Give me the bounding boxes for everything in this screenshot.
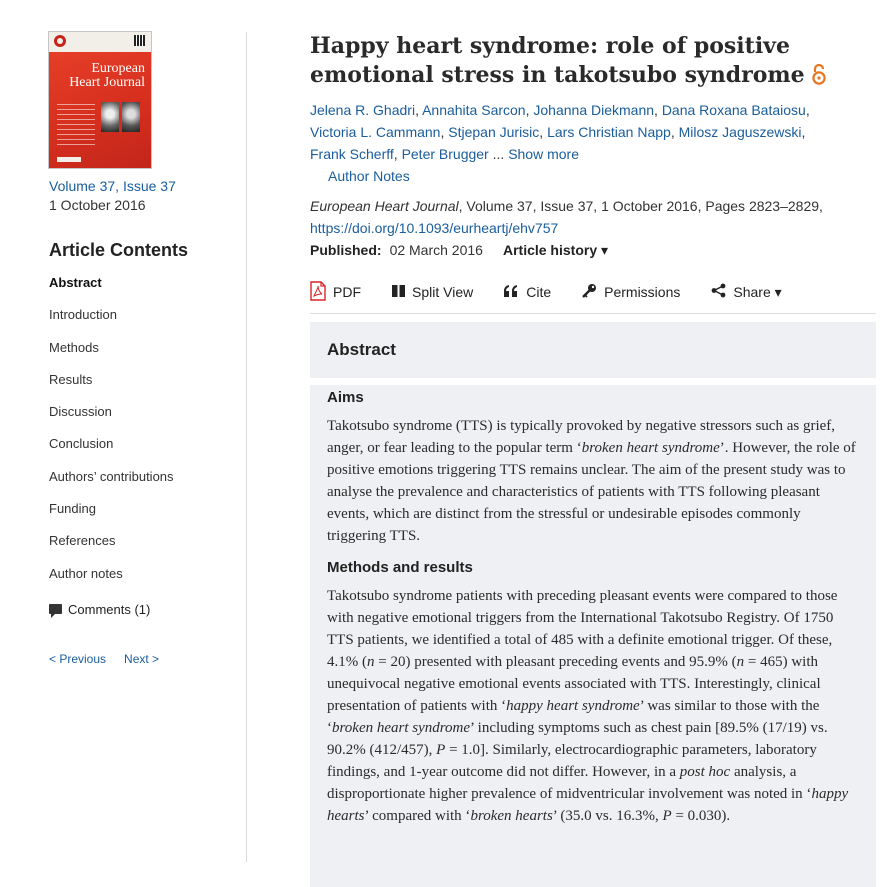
- pdf-icon: [310, 281, 326, 304]
- article-title-text: Happy heart syndrome: role of positive emotional stress in takotsubo syndrome: [310, 33, 805, 88]
- contents-item-results[interactable]: Results: [49, 371, 93, 387]
- text-run: = 20) presented with pleasant preceding events and 95.9% (: [374, 654, 737, 670]
- author-ellipsis: ...: [492, 146, 505, 162]
- text-run: ’ including symptoms such as chest pain [89.5% (17/19) vs. 90.2% (412/457),: [327, 720, 828, 758]
- doi-link[interactable]: https://doi.org/10.1093/eurheartj/ehv757: [310, 220, 559, 236]
- author-notes-link[interactable]: Author Notes: [328, 168, 410, 184]
- author-link[interactable]: Stjepan Jurisic: [448, 124, 540, 140]
- contents-item-methods[interactable]: Methods: [49, 339, 99, 355]
- open-access-icon: [811, 63, 827, 93]
- author-link[interactable]: Jelena R. Ghadri: [310, 102, 416, 118]
- author-link[interactable]: Lars Christian Napp: [547, 124, 671, 140]
- abstract-heading: Abstract: [310, 322, 876, 385]
- left-sidebar: [49, 32, 239, 666]
- author-link[interactable]: Annahita Sarcon: [422, 102, 526, 118]
- cite-button[interactable]: [504, 284, 551, 300]
- italic-run: P: [662, 808, 672, 824]
- abstract-body: [310, 385, 876, 887]
- show-more-authors-link[interactable]: Show more: [508, 146, 579, 162]
- share-icon: [711, 283, 726, 301]
- contents-item-funding[interactable]: Funding: [49, 501, 96, 517]
- journal-cover-image[interactable]: [49, 32, 151, 168]
- text-run: = 1.0]. Similarly, electrocardiographic parameters, laboratory findings, and 1-year outcome did not differ. However, in a: [327, 742, 817, 780]
- author-link[interactable]: Dana Roxana Bataiosu: [661, 102, 806, 118]
- published-line: [310, 239, 876, 261]
- author-link[interactable]: Johanna Diekmann: [533, 102, 655, 118]
- permissions-button[interactable]: [582, 283, 680, 301]
- pdf-button[interactable]: [310, 281, 361, 304]
- cover-journal-title: European Heart Journal: [69, 61, 145, 90]
- article-history-toggle[interactable]: Article history ▾: [502, 242, 609, 258]
- text-run: ’ compared with ‘: [364, 808, 471, 824]
- volume-issue-link[interactable]: Volume 37, Issue 37: [49, 178, 176, 194]
- cite-label: Cite: [526, 284, 552, 300]
- methods-results-title: Methods and results: [327, 559, 473, 576]
- article-title: [310, 32, 876, 93]
- text-run: ’. However, the role of positive emotions triggering TTS remains unclear. The aim of the present study was to analyse the prevalence and characteristics of patients with TTS following pleasant events, which are distinct from the stressful or undesirable episodes commonly triggering TTS.: [327, 440, 856, 544]
- pdf-label: PDF: [333, 284, 361, 300]
- article-main: [310, 32, 876, 887]
- citation-details: , Volume 37, Issue 37, 1 October 2016, Pages 2823–2829,: [458, 198, 823, 214]
- contents-item-authors-contributions[interactable]: Authors’ contributions: [49, 468, 174, 484]
- italic-run: post hoc: [679, 764, 731, 780]
- quote-icon: [504, 284, 519, 300]
- author-link[interactable]: Victoria L. Cammann: [310, 124, 441, 140]
- cover-logo-icon: [54, 35, 66, 47]
- text-run: Takotsubo syndrome patients with preceding pleasant events were compared to those with negative emotional triggers from the International Takotsubo Registry. Of 1750 TTS patients, we identified a total of 485 with a definite emotional trigger. Of these, 4.1% (: [327, 588, 838, 670]
- comments-link[interactable]: [49, 602, 239, 617]
- contents-item-abstract[interactable]: Abstract: [49, 275, 102, 290]
- contents-item-references[interactable]: References: [49, 533, 116, 549]
- article-contents-list: [49, 275, 239, 598]
- sidebar-divider: [246, 32, 247, 862]
- italic-run: happy hearts: [327, 786, 849, 824]
- comments-label: Comments (1): [68, 601, 151, 617]
- split-view-icon: [392, 284, 405, 300]
- cover-qr-icon: [134, 35, 145, 46]
- citation: [310, 195, 876, 239]
- split-view-label: Split View: [412, 284, 474, 300]
- text-run: = 0.030).: [671, 808, 731, 824]
- article-contents-title: Article Contents: [49, 240, 189, 260]
- permissions-label: Permissions: [604, 284, 681, 300]
- italic-run: broken hearts: [470, 808, 553, 824]
- author-list: Jelena R. Ghadri, Annahita Sarcon, Johanna Diekmann, Dana Roxana Bataiosu, Victoria L. Cammann, Stjepan Jurisic, Lars Christian Napp, Milosz Jaguszewski, Frank Scherff, Peter Brugger ... Show more Author Notes: [310, 99, 876, 187]
- text-run: analysis, a disproportionate higher prevalence of midventricular involvement was noted in ‘: [327, 764, 812, 802]
- next-article-link[interactable]: Next >: [124, 651, 160, 666]
- text-run: ’ was similar to those with the ‘: [327, 698, 820, 736]
- aims-title: Aims: [327, 389, 364, 406]
- aims-paragraph: [327, 415, 858, 547]
- author-link[interactable]: Milosz Jaguszewski: [678, 124, 802, 140]
- italic-run: P: [436, 742, 446, 758]
- cover-xray-image: [122, 102, 140, 132]
- previous-article-link[interactable]: < Previous: [49, 651, 107, 666]
- article-pager: [49, 652, 239, 666]
- key-icon: [582, 283, 597, 301]
- share-label: Share ▾: [733, 283, 782, 300]
- author-link[interactable]: Frank Scherff: [310, 146, 394, 162]
- share-button[interactable]: [711, 283, 781, 301]
- comment-icon: [49, 604, 62, 614]
- split-view-button[interactable]: [392, 284, 473, 300]
- published-date: 02 March 2016: [389, 242, 483, 258]
- cover-publisher-mark: [57, 157, 81, 162]
- author-link[interactable]: Peter Brugger: [401, 146, 489, 162]
- italic-run: broken heart syndrome: [332, 720, 471, 736]
- italic-run: broken heart syndrome: [581, 440, 720, 456]
- contents-item-author-notes[interactable]: Author notes: [49, 565, 123, 581]
- article-toolbar: [310, 279, 876, 314]
- methods-results-paragraph: [327, 585, 858, 827]
- text-run: Takotsubo syndrome (TTS) is typically provoked by negative stressors such as grief, anger, or fear leading to the popular term ‘: [327, 418, 836, 456]
- contents-item-introduction[interactable]: Introduction: [49, 307, 117, 323]
- contents-item-discussion[interactable]: Discussion: [49, 404, 112, 420]
- text-run: ’ (35.0 vs. 16.3%,: [552, 808, 663, 824]
- published-label: Published:: [310, 242, 382, 258]
- issue-date: 1 October 2016: [49, 197, 146, 213]
- citation-journal: European Heart Journal: [310, 198, 459, 214]
- italic-run: n: [736, 654, 745, 670]
- italic-run: n: [367, 654, 375, 670]
- contents-item-conclusion[interactable]: Conclusion: [49, 436, 114, 452]
- text-run: = 465) with unequivocal negative emotional events associated with TTS. Interestingly, clinical presentation of patients with ‘: [327, 654, 821, 714]
- cover-xray-image: [101, 102, 119, 132]
- italic-run: happy heart syndrome: [506, 698, 640, 714]
- volume-issue: [49, 175, 239, 197]
- cover-text-lines: [57, 104, 95, 149]
